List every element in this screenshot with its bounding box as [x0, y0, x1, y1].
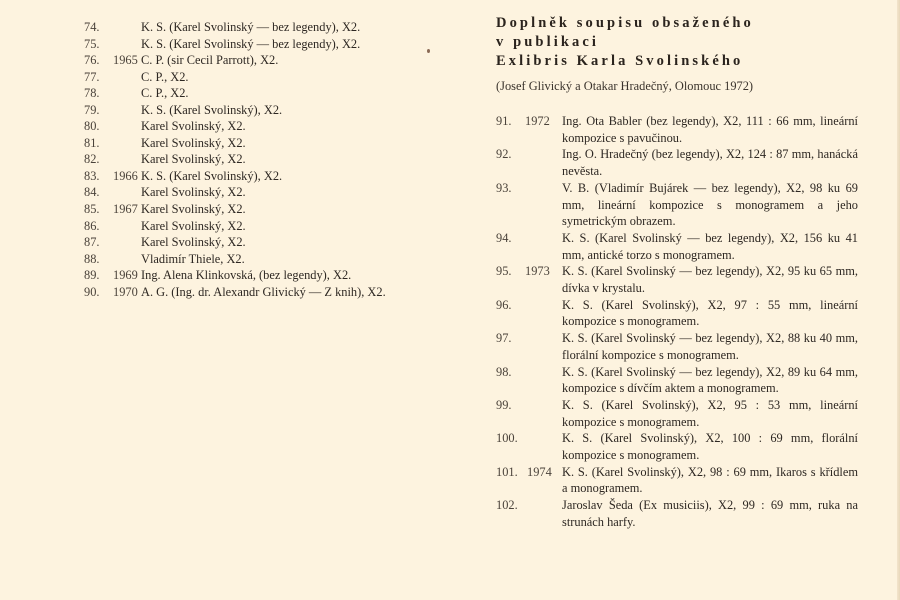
entry-text: K. S. (Karel Svolinský — bez legendy), X2.	[141, 20, 361, 34]
entry-number: 100.	[496, 431, 518, 446]
list-item	[496, 364, 866, 397]
entry-text: V. B. (Vladimír Bujárek — bez legendy), X2, 98 ku 69 mm, lineární kompozice s monogramem a jeho symetrickým obrazem.	[562, 180, 858, 229]
entry-text: K. S. (Karel Svolinský), X2, 97 : 55 mm, lineární kompozice s monogramem.	[562, 297, 858, 329]
entry-number: 84.	[84, 185, 100, 200]
entry-number: 85.	[84, 202, 100, 217]
entry-text: Karel Svolinský, X2.	[141, 235, 246, 250]
list-item	[84, 102, 464, 119]
entry-text: K. S. (Karel Svolinský), X2, 98 : 69 mm, Ikaros s křídlem a monogramem.	[562, 464, 858, 496]
list-item	[84, 85, 464, 102]
list-item	[84, 234, 464, 251]
entry-text: K. S. (Karel Svolinský), X2.	[141, 168, 283, 183]
entry-number: 75.	[84, 36, 100, 51]
entry-year: 1970	[113, 284, 138, 299]
list-item	[496, 180, 866, 230]
entry-number: 97.	[496, 331, 512, 346]
list-item	[84, 36, 464, 53]
heading-line: v publikaci	[496, 34, 600, 50]
entry-year: 1969	[113, 268, 138, 283]
supplement-entries	[496, 113, 866, 531]
entry-text: Ing. Ota Babler (bez legendy), X2, 111 : 66 mm, lineární kompozice s pavučinou.	[562, 114, 858, 145]
entry-year: 1974	[527, 464, 552, 479]
entry-year	[525, 230, 562, 263]
entry-text: A. G. (Ing. dr. Alexandr Glivický — Z knih), X2.	[141, 284, 386, 299]
entry-year	[113, 19, 141, 36]
entry-number: 89.	[84, 268, 100, 283]
entry-text: C. P. (sir Cecil Parrott), X2.	[141, 53, 279, 68]
list-item	[496, 397, 866, 430]
entry-year	[525, 180, 562, 230]
entry-year	[525, 397, 562, 430]
entry-year	[113, 36, 141, 53]
entry-number: 93.	[496, 180, 512, 195]
entry-number: 80.	[84, 119, 100, 134]
entry-number: 96.	[496, 297, 512, 312]
heading-line: Doplněk soupisu obsaženého	[496, 15, 754, 31]
list-item	[84, 118, 464, 135]
entry-text: Karel Svolinský, X2.	[141, 185, 246, 200]
entry-year	[525, 146, 562, 179]
list-item	[84, 52, 464, 69]
entry-year	[113, 118, 141, 135]
entry-number: 86.	[84, 218, 100, 233]
entry-number: 82.	[84, 152, 100, 167]
list-item	[496, 297, 866, 330]
list-item	[496, 464, 866, 497]
list-item	[496, 113, 866, 146]
list-item	[84, 184, 464, 201]
entry-number: 101.	[496, 464, 518, 479]
entry-number: 78.	[84, 86, 100, 101]
entry-number: 90.	[84, 284, 100, 299]
entry-text: Karel Svolinský, X2.	[141, 202, 246, 217]
entry-year	[113, 251, 141, 268]
list-item	[84, 201, 464, 218]
entry-year	[525, 364, 562, 397]
supplement-section	[496, 14, 866, 531]
entry-text: K. S. (Karel Svolinský — bez legendy), X2, 88 ku 40 mm, florální kompozice s monogramem.	[562, 331, 858, 362]
entry-text: C. P., X2.	[141, 69, 189, 84]
entry-number: 94.	[496, 230, 512, 245]
entry-year	[113, 151, 141, 168]
list-item	[496, 497, 866, 530]
list-item	[84, 19, 464, 36]
entry-text: K. S. (Karel Svolinský — bez legendy), X2.	[141, 36, 361, 51]
entry-text: K. S. (Karel Svolinský — bez legendy), X2, 89 ku 64 mm, kompozice s dívčím aktem a monogramem.	[562, 364, 858, 396]
entry-number: 77.	[84, 69, 100, 84]
entry-year	[525, 297, 562, 330]
entry-number: 98.	[496, 364, 512, 379]
entry-text: Jaroslav Šeda (Ex musiciis), X2, 99 : 69 mm, ruka na strunách harfy.	[562, 498, 858, 529]
entry-year: 1967	[113, 202, 138, 217]
entry-number: 91.	[496, 114, 512, 128]
entry-year	[525, 330, 562, 363]
entry-text: K. S. (Karel Svolinský — bez legendy), X2, 95 ku 65 mm, dívka v krystalu.	[562, 264, 858, 296]
entry-number: 74.	[84, 20, 100, 34]
entry-number: 99.	[496, 397, 512, 412]
entry-year	[113, 85, 141, 102]
entry-year	[113, 69, 141, 86]
entry-year	[113, 184, 141, 201]
entry-year	[113, 102, 141, 119]
list-item	[496, 230, 866, 263]
entry-text: Ing. Alena Klinkovská, (bez legendy), X2.	[141, 268, 352, 283]
list-item	[84, 284, 464, 301]
entry-number: 95.	[496, 264, 512, 279]
entry-number: 79.	[84, 102, 100, 117]
entry-year: 1966	[113, 168, 138, 183]
list-item	[84, 151, 464, 168]
list-item	[84, 267, 464, 284]
entry-year	[113, 135, 141, 152]
entry-text: Vladimír Thiele, X2.	[141, 251, 245, 266]
entry-number: 87.	[84, 235, 100, 250]
list-item	[84, 69, 464, 86]
entry-year	[113, 234, 141, 251]
list-item	[496, 146, 866, 179]
entry-text: Karel Svolinský, X2.	[141, 119, 246, 134]
entry-number: 76.	[84, 53, 100, 68]
entry-number: 102.	[496, 498, 518, 513]
entry-number: 88.	[84, 251, 100, 266]
entry-text: Karel Svolinský, X2.	[141, 152, 246, 167]
list-item	[84, 218, 464, 235]
entry-number: 83.	[84, 168, 100, 183]
list-item	[496, 430, 866, 463]
list-item	[496, 263, 866, 296]
entry-text: Ing. O. Hradečný (bez legendy), X2, 124 : 87 mm, hanácká nevěsta.	[562, 147, 858, 179]
entry-year	[527, 497, 562, 530]
left-catalog-list	[84, 19, 464, 300]
entry-year	[527, 430, 562, 463]
entry-text: Karel Svolinský, X2.	[141, 135, 246, 150]
heading-line: Exlibris Karla Svolinského	[496, 53, 744, 69]
entry-text: K. S. (Karel Svolinský), X2, 100 : 69 mm, florální kompozice s monogramem.	[562, 431, 858, 463]
section-subtitle: (Josef Glivický a Otakar Hradečný, Olomouc 1972)	[496, 79, 754, 93]
entry-year	[113, 218, 141, 235]
entry-year: 1972	[525, 114, 550, 128]
entry-number: 92.	[496, 147, 512, 162]
entry-year: 1965	[113, 53, 138, 68]
list-item	[84, 135, 464, 152]
entry-text: K. S. (Karel Svolinský), X2, 95 : 53 mm, lineární kompozice s monogramem.	[562, 397, 858, 429]
section-heading	[496, 14, 866, 71]
entry-text: Karel Svolinský, X2.	[141, 218, 246, 233]
list-item	[84, 168, 464, 185]
entry-text: K. S. (Karel Svolinský — bez legendy), X2, 156 ku 41 mm, antické torzo s monogramem.	[562, 230, 858, 262]
entry-text: K. S. (Karel Svolinský), X2.	[141, 102, 283, 117]
entry-text: C. P., X2.	[141, 86, 189, 101]
list-item	[496, 330, 866, 363]
entry-year: 1973	[525, 264, 550, 279]
list-item	[84, 251, 464, 268]
entry-number: 81.	[84, 135, 100, 150]
